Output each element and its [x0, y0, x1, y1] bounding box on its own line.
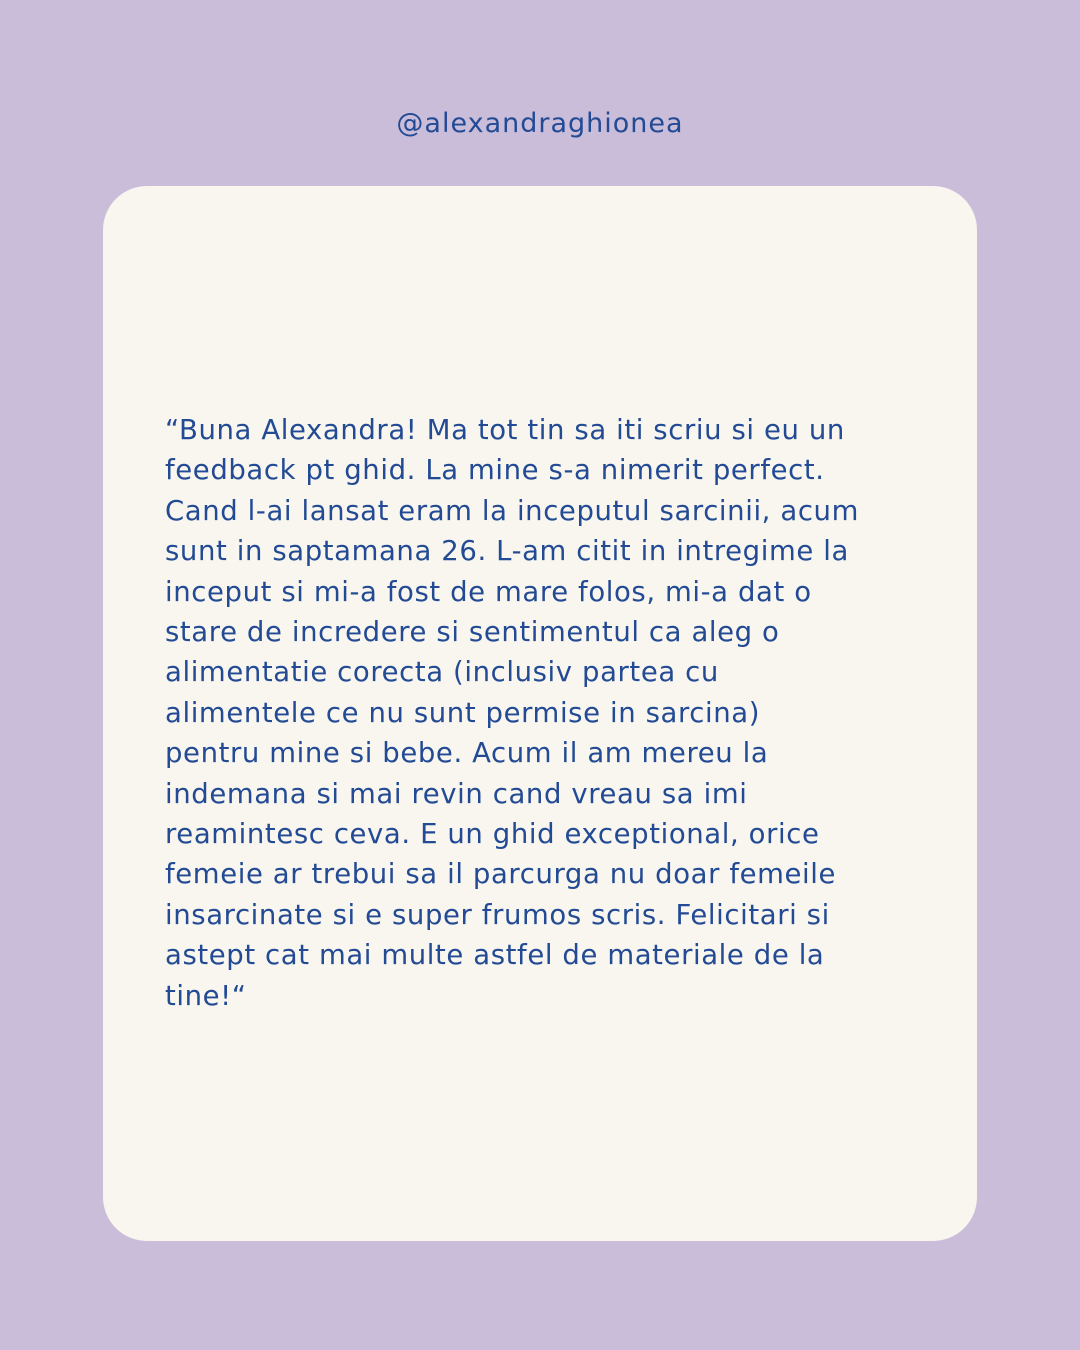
quote-line: feedback pt ghid. La mine s-a nimerit perfect.	[165, 454, 825, 487]
testimonial-quote	[165, 410, 925, 1016]
quote-line: inceput si mi-a fost de mare folos, mi-a dat o	[165, 575, 812, 608]
quote-line: insarcinate si e super frumos scris. Felicitari si	[165, 898, 830, 931]
quote-line: femeie ar trebui sa il parcurga nu doar femeile	[165, 858, 837, 891]
quote-line: pentru mine si bebe. Acum il am mereu la	[165, 737, 769, 770]
quote-line: tine!“	[165, 979, 247, 1012]
quote-line: alimentele ce nu sunt permise in sarcina)	[165, 696, 761, 729]
quote-line: Cand l-ai lansat eram la inceputul sarcinii, acum	[165, 494, 859, 527]
quote-line: “Buna Alexandra! Ma tot tin sa iti scriu si eu un	[165, 414, 845, 446]
quote-line: reamintesc ceva. E un ghid exceptional, orice	[165, 818, 820, 851]
quote-line: sunt in saptamana 26. L-am citit in intregime la	[165, 535, 849, 568]
testimonial-card	[103, 186, 977, 1241]
quote-line: stare de incredere si sentimentul ca aleg o	[165, 616, 780, 649]
quote-line: alimentatie corecta (inclusiv partea cu	[165, 656, 719, 689]
account-handle: @alexandraghionea	[396, 108, 684, 139]
quote-line: astept cat mai multe astfel de materiale de la	[165, 939, 825, 972]
quote-line: indemana si mai revin cand vreau sa imi	[165, 777, 748, 810]
